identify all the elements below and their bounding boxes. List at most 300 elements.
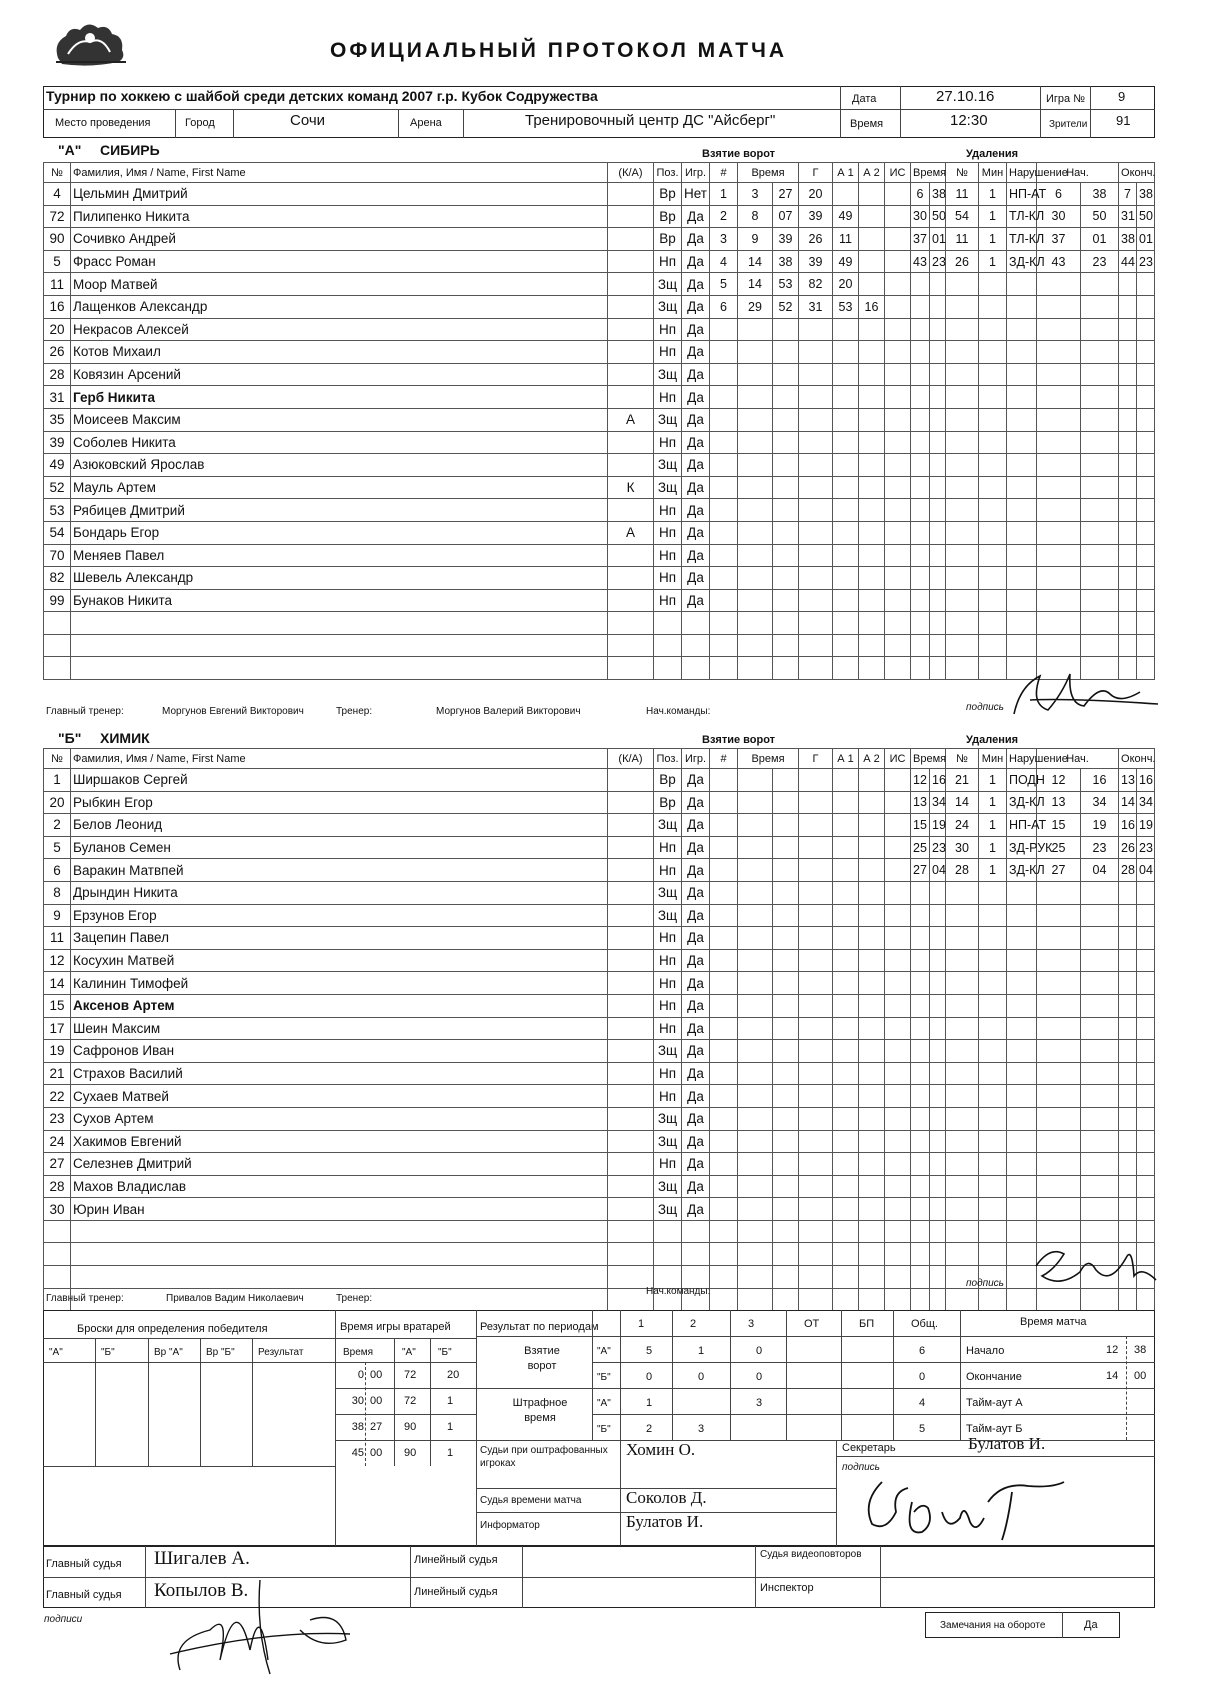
goal-second: 39 — [773, 228, 799, 251]
penalty-violation — [1007, 927, 1037, 950]
goal-assist-2 — [859, 1243, 885, 1266]
empty-row — [44, 634, 1217, 657]
goal-assist-2 — [859, 431, 885, 454]
player-row — [44, 972, 1217, 995]
goal-second — [773, 612, 799, 635]
goal-assist-2 — [859, 769, 885, 792]
goalie-divider — [430, 1338, 431, 1466]
goal-assist-2: 16 — [859, 295, 885, 318]
player-played: Да — [682, 814, 710, 837]
player-played — [682, 1243, 710, 1266]
period-col-ОТ: ОТ — [804, 1318, 820, 1330]
penalty-box-judges: Хомин О. — [626, 1440, 696, 1459]
player-number: 30 — [44, 1198, 71, 1221]
penalty-start-min — [1037, 544, 1081, 567]
player-number: 17 — [44, 1017, 71, 1040]
goal-second — [773, 499, 799, 522]
period-goals-b-5: 0 — [919, 1371, 926, 1383]
penalty-minute: 27 — [911, 859, 930, 882]
penalty-start-sec — [1081, 949, 1119, 972]
penalty-minute — [911, 1107, 930, 1130]
player-played: Да — [682, 431, 710, 454]
goal-second — [773, 567, 799, 590]
player-name: Соболев Никита — [71, 431, 608, 454]
player-row — [44, 927, 1217, 950]
goal-second — [773, 927, 799, 950]
player-name: Бунаков Никита — [71, 589, 608, 612]
penalty-minute — [911, 476, 930, 499]
goalie-col-1: "А" — [402, 1347, 416, 1358]
player-number: 39 — [44, 431, 71, 454]
goalie-team-a: 72 — [404, 1369, 417, 1381]
arena-label: Арена — [410, 117, 442, 129]
player-position: Зщ — [654, 1130, 682, 1153]
player-row — [44, 1062, 1217, 1085]
goal-assist-2 — [859, 250, 885, 273]
goal-number — [710, 1243, 738, 1266]
goal-minute: 14 — [738, 273, 773, 296]
penalty-minute — [911, 1175, 930, 1198]
player-played: Да — [682, 1062, 710, 1085]
goal-minute — [738, 634, 773, 657]
goal-scorer — [799, 1153, 833, 1176]
col-header-p_start: Нач. — [1037, 163, 1119, 183]
spectators-label: Зрители — [1049, 119, 1088, 130]
goal-minute: 3 — [738, 183, 773, 206]
penalty-player: 11 — [946, 228, 979, 251]
penalty-minute: 12 — [911, 769, 930, 792]
timekeeper-label: Судья времени матча — [480, 1495, 582, 1506]
penalty-minute — [911, 363, 930, 386]
game-no-label: Игра № — [1046, 93, 1086, 105]
player-role — [608, 386, 654, 409]
goal-assist-1: 20 — [833, 273, 859, 296]
penalty-player — [946, 431, 979, 454]
penalty-player — [946, 1243, 979, 1266]
penalty-start-sec — [1081, 972, 1119, 995]
goal-assist-1 — [833, 657, 859, 680]
penalty-second — [930, 927, 946, 950]
penalty-length — [979, 476, 1007, 499]
penalty-second — [930, 1107, 946, 1130]
goal-scorer — [799, 454, 833, 477]
penalty-minute — [911, 295, 930, 318]
player-played — [682, 612, 710, 635]
goal-situation — [885, 1266, 911, 1289]
period-pen-b-1: 3 — [698, 1423, 705, 1435]
penalty-second — [930, 1175, 946, 1198]
player-role — [608, 431, 654, 454]
penalty-start-sec: 34 — [1081, 791, 1119, 814]
goal-minute: 9 — [738, 228, 773, 251]
penalty-end-sec — [1137, 1198, 1155, 1221]
period-pen-b-5: 5 — [919, 1423, 926, 1435]
player-position: Нп — [654, 318, 682, 341]
player-number: 20 — [44, 318, 71, 341]
goal-assist-1 — [833, 972, 859, 995]
penalty-start-min — [1037, 341, 1081, 364]
player-played: Да — [682, 769, 710, 792]
goal-assist-2 — [859, 205, 885, 228]
period-team-tag: "Б" — [597, 1372, 611, 1383]
player-role — [608, 859, 654, 882]
player-name: Варакин Матвпей — [71, 859, 608, 882]
goal-assist-2 — [859, 657, 885, 680]
goalie-divider — [394, 1338, 395, 1466]
player-number: 19 — [44, 1040, 71, 1063]
penalty-start-sec — [1081, 521, 1119, 544]
penalty-end-sec: 23 — [1137, 836, 1155, 859]
player-row — [44, 476, 1217, 499]
penalty-violation: НП-АТ — [1007, 183, 1037, 206]
goal-assist-1 — [833, 431, 859, 454]
penalty-player — [946, 927, 979, 950]
player-role — [608, 318, 654, 341]
penalty-second — [930, 567, 946, 590]
penalty-violation — [1007, 1153, 1037, 1176]
goalie-row-line — [335, 1388, 476, 1389]
goal-number — [710, 972, 738, 995]
player-role — [608, 814, 654, 837]
goal-assist-1 — [833, 881, 859, 904]
chief-ref-1: Шигалев А. — [154, 1548, 250, 1569]
penalty-second — [930, 1198, 946, 1221]
penalty-start-sec — [1081, 295, 1119, 318]
goal-minute — [738, 927, 773, 950]
team-a-head-coach: Моргунов Евгений Викторович — [162, 706, 304, 717]
col-header-g_a2: А 2 — [859, 749, 885, 769]
goal-assist-2 — [859, 859, 885, 882]
player-row — [44, 408, 1217, 431]
penalty-violation: ЗД-КЛ — [1007, 791, 1037, 814]
penalty-violation — [1007, 972, 1037, 995]
penalty-second — [930, 657, 946, 680]
goal-second — [773, 431, 799, 454]
player-row — [44, 904, 1217, 927]
penalty-player — [946, 1017, 979, 1040]
player-number: 2 — [44, 814, 71, 837]
penalty-start-min: 12 — [1037, 769, 1081, 792]
goal-assist-2 — [859, 814, 885, 837]
player-row — [44, 836, 1217, 859]
player-name: Моисеев Максим — [71, 408, 608, 431]
match-time-bottom-line — [836, 1440, 1155, 1441]
penalty-player — [946, 1085, 979, 1108]
team-b-coach-label: Тренер: — [336, 1293, 373, 1304]
player-role — [608, 228, 654, 251]
penalty-end-min: 44 — [1119, 250, 1137, 273]
period-col-Общ.: Общ. — [911, 1318, 938, 1330]
penalty-start-min: 30 — [1037, 205, 1081, 228]
goal-assist-2 — [859, 1198, 885, 1221]
player-number: 49 — [44, 454, 71, 477]
player-number: 52 — [44, 476, 71, 499]
goal-situation — [885, 386, 911, 409]
goalie-time-title: Время игры вратарей — [340, 1321, 451, 1333]
goal-scorer — [799, 904, 833, 927]
penalty-end-min — [1119, 544, 1137, 567]
penalty-second — [930, 994, 946, 1017]
period-divider — [841, 1310, 842, 1440]
goal-minute — [738, 1266, 773, 1289]
player-played: Да — [682, 1175, 710, 1198]
goal-situation — [885, 1040, 911, 1063]
goal-assist-1 — [833, 567, 859, 590]
col-header-no: № — [44, 163, 71, 183]
player-position — [654, 1220, 682, 1243]
penalty-second: 04 — [930, 859, 946, 882]
penalty-start-min — [1037, 612, 1081, 635]
goal-assist-1 — [833, 1062, 859, 1085]
goal-situation — [885, 250, 911, 273]
player-played: Да — [682, 1017, 710, 1040]
penalty-length — [979, 341, 1007, 364]
penalty-start-sec — [1081, 1130, 1119, 1153]
player-position: Нп — [654, 1017, 682, 1040]
player-role — [608, 1220, 654, 1243]
player-number: 5 — [44, 250, 71, 273]
penalty-minute — [911, 341, 930, 364]
penalty-violation — [1007, 881, 1037, 904]
secretary-signature — [852, 1462, 1082, 1546]
goal-number — [710, 544, 738, 567]
penalty-end-min — [1119, 476, 1137, 499]
goal-second — [773, 769, 799, 792]
col-header-g_g: Г — [799, 749, 833, 769]
document-title: ОФИЦИАЛЬНЫЙ ПРОТОКОЛ МАТЧА — [330, 39, 788, 62]
referee-signatures — [150, 1570, 390, 1680]
penalty-player: 28 — [946, 859, 979, 882]
player-played — [682, 657, 710, 680]
goal-assist-2 — [859, 521, 885, 544]
goal-second — [773, 949, 799, 972]
player-position: Нп — [654, 567, 682, 590]
player-name: Махов Владислав — [71, 1175, 608, 1198]
goalie-row-line — [335, 1362, 476, 1363]
goal-situation — [885, 769, 911, 792]
player-row — [44, 769, 1217, 792]
player-name: Белов Леонид — [71, 814, 608, 837]
player-name: Сухов Артем — [71, 1107, 608, 1130]
penalty-end-sec — [1137, 634, 1155, 657]
goal-second: 52 — [773, 295, 799, 318]
col-header-p_min: Мин — [979, 749, 1007, 769]
player-played: Да — [682, 341, 710, 364]
goal-second — [773, 1243, 799, 1266]
team-b-captain-label: Нач.команды: — [646, 1286, 711, 1297]
col-header-p_time: Время — [911, 749, 946, 769]
goal-number — [710, 499, 738, 522]
penalty-violation — [1007, 1175, 1037, 1198]
penalty-minute — [911, 657, 930, 680]
goalie-minute: 38 — [351, 1421, 364, 1433]
penalty-minute — [911, 1243, 930, 1266]
team-b-head-coach: Привалов Вадим Николаевич — [166, 1293, 304, 1304]
penalty-length: 1 — [979, 836, 1007, 859]
period-col-3: 3 — [748, 1318, 755, 1330]
player-number: 82 — [44, 567, 71, 590]
penalty-minute — [911, 1220, 930, 1243]
player-number: 53 — [44, 499, 71, 522]
penalty-start-min — [1037, 1040, 1081, 1063]
penalty-start-min — [1037, 431, 1081, 454]
penalty-player — [946, 1198, 979, 1221]
goal-assist-2 — [859, 318, 885, 341]
team-b-tag: "Б" — [58, 730, 82, 746]
penalty-length: 1 — [979, 769, 1007, 792]
video-judge-label: Судья видеоповторов — [760, 1549, 862, 1560]
penalty-second — [930, 499, 946, 522]
goalie-team-b: 1 — [447, 1421, 454, 1433]
goal-assist-1 — [833, 183, 859, 206]
goal-scorer: 39 — [799, 205, 833, 228]
goal-assist-2 — [859, 454, 885, 477]
shootout-col-2: Вр "А" — [154, 1347, 183, 1358]
goal-scorer: 26 — [799, 228, 833, 251]
penalty-length — [979, 1085, 1007, 1108]
penalty-start-sec — [1081, 431, 1119, 454]
goal-minute — [738, 408, 773, 431]
goal-second — [773, 589, 799, 612]
goal-minute — [738, 814, 773, 837]
goal-situation — [885, 1220, 911, 1243]
team-a-tag: "А" — [58, 142, 82, 158]
penalty-end-sec — [1137, 341, 1155, 364]
shootout-divider — [200, 1338, 201, 1466]
penalty-player: 24 — [946, 814, 979, 837]
player-number: 28 — [44, 1175, 71, 1198]
goal-assist-1 — [833, 408, 859, 431]
player-name: Пилипенко Никита — [71, 205, 608, 228]
penalty-second — [930, 881, 946, 904]
penalty-second — [930, 1040, 946, 1063]
goal-scorer — [799, 544, 833, 567]
period-col-1: 1 — [638, 1318, 645, 1330]
penalty-minute — [911, 1153, 930, 1176]
player-played: Да — [682, 791, 710, 814]
goal-number — [710, 1062, 738, 1085]
penalty-end-sec — [1137, 1175, 1155, 1198]
player-position: Зщ — [654, 904, 682, 927]
goal-scorer — [799, 1243, 833, 1266]
player-role — [608, 1243, 654, 1266]
player-row — [44, 1198, 1217, 1221]
goal-minute — [738, 1040, 773, 1063]
penalty-minute — [911, 499, 930, 522]
player-role — [608, 1198, 654, 1221]
player-name: Хакимов Евгений — [71, 1130, 608, 1153]
goal-scorer — [799, 1220, 833, 1243]
penalty-length: 1 — [979, 814, 1007, 837]
penalty-player: 54 — [946, 205, 979, 228]
goal-second — [773, 1153, 799, 1176]
team-a-penalties-title: Удаления — [966, 148, 1019, 160]
player-number: 31 — [44, 386, 71, 409]
goal-second — [773, 476, 799, 499]
penalty-violation: НП-АТ — [1007, 814, 1037, 837]
player-played: Да — [682, 1040, 710, 1063]
goal-scorer — [799, 791, 833, 814]
goal-second — [773, 904, 799, 927]
player-role — [608, 567, 654, 590]
penalty-start-min: 13 — [1037, 791, 1081, 814]
player-position — [654, 612, 682, 635]
penalty-violation: ЗД-РУК — [1007, 836, 1037, 859]
player-name: Бондарь Егор — [71, 521, 608, 544]
goal-assist-1: 49 — [833, 250, 859, 273]
col-header-no: № — [44, 749, 71, 769]
goal-second — [773, 544, 799, 567]
player-played: Да — [682, 521, 710, 544]
player-name: Некрасов Алексей — [71, 318, 608, 341]
player-name: Калинин Тимофей — [71, 972, 608, 995]
goal-assist-1 — [833, 1243, 859, 1266]
period-divider — [730, 1310, 731, 1440]
player-position: Нп — [654, 949, 682, 972]
penalty-end-min — [1119, 1130, 1137, 1153]
penalty-start-sec — [1081, 1107, 1119, 1130]
penalty-violation — [1007, 904, 1037, 927]
goal-situation — [885, 228, 911, 251]
player-row — [44, 228, 1217, 251]
penalty-second — [930, 454, 946, 477]
player-row — [44, 1153, 1217, 1176]
goal-scorer — [799, 657, 833, 680]
penalty-length — [979, 904, 1007, 927]
goal-scorer: 31 — [799, 295, 833, 318]
penalty-second — [930, 476, 946, 499]
penalty-start-sec — [1081, 927, 1119, 950]
player-position: Нп — [654, 994, 682, 1017]
goal-assist-2 — [859, 1266, 885, 1289]
penalty-player — [946, 994, 979, 1017]
goal-minute — [738, 1220, 773, 1243]
goal-minute — [738, 341, 773, 364]
penalty-end-sec: 34 — [1137, 791, 1155, 814]
penalty-minute: 6 — [911, 183, 930, 206]
player-number — [44, 1266, 71, 1289]
penalty-end-sec — [1137, 1153, 1155, 1176]
col-header-play: Игр. — [682, 163, 710, 183]
penalty-second — [930, 949, 946, 972]
penalty-violation — [1007, 634, 1037, 657]
col-header-p_min: Мин — [979, 163, 1007, 183]
penalty-length — [979, 499, 1007, 522]
goal-minute — [738, 1198, 773, 1221]
penalty-player — [946, 1130, 979, 1153]
match-start-hour: 12 — [1106, 1344, 1119, 1356]
goal-minute — [738, 1175, 773, 1198]
goal-assist-2 — [859, 476, 885, 499]
penalty-start-sec — [1081, 544, 1119, 567]
penalty-minute — [911, 273, 930, 296]
goal-assist-2 — [859, 499, 885, 522]
match-start-minute: 38 — [1134, 1344, 1147, 1356]
penalty-length — [979, 1130, 1007, 1153]
penalty-violation — [1007, 1198, 1037, 1221]
goal-minute — [738, 499, 773, 522]
player-name — [71, 1266, 608, 1289]
player-role: А — [608, 521, 654, 544]
player-position: Зщ — [654, 1175, 682, 1198]
player-number: 35 — [44, 408, 71, 431]
penalty-length — [979, 295, 1007, 318]
goal-number: 1 — [710, 183, 738, 206]
goalie-team-b: 20 — [447, 1369, 460, 1381]
goal-second — [773, 972, 799, 995]
penalty-end-min — [1119, 1040, 1137, 1063]
penalty-minute — [911, 1040, 930, 1063]
